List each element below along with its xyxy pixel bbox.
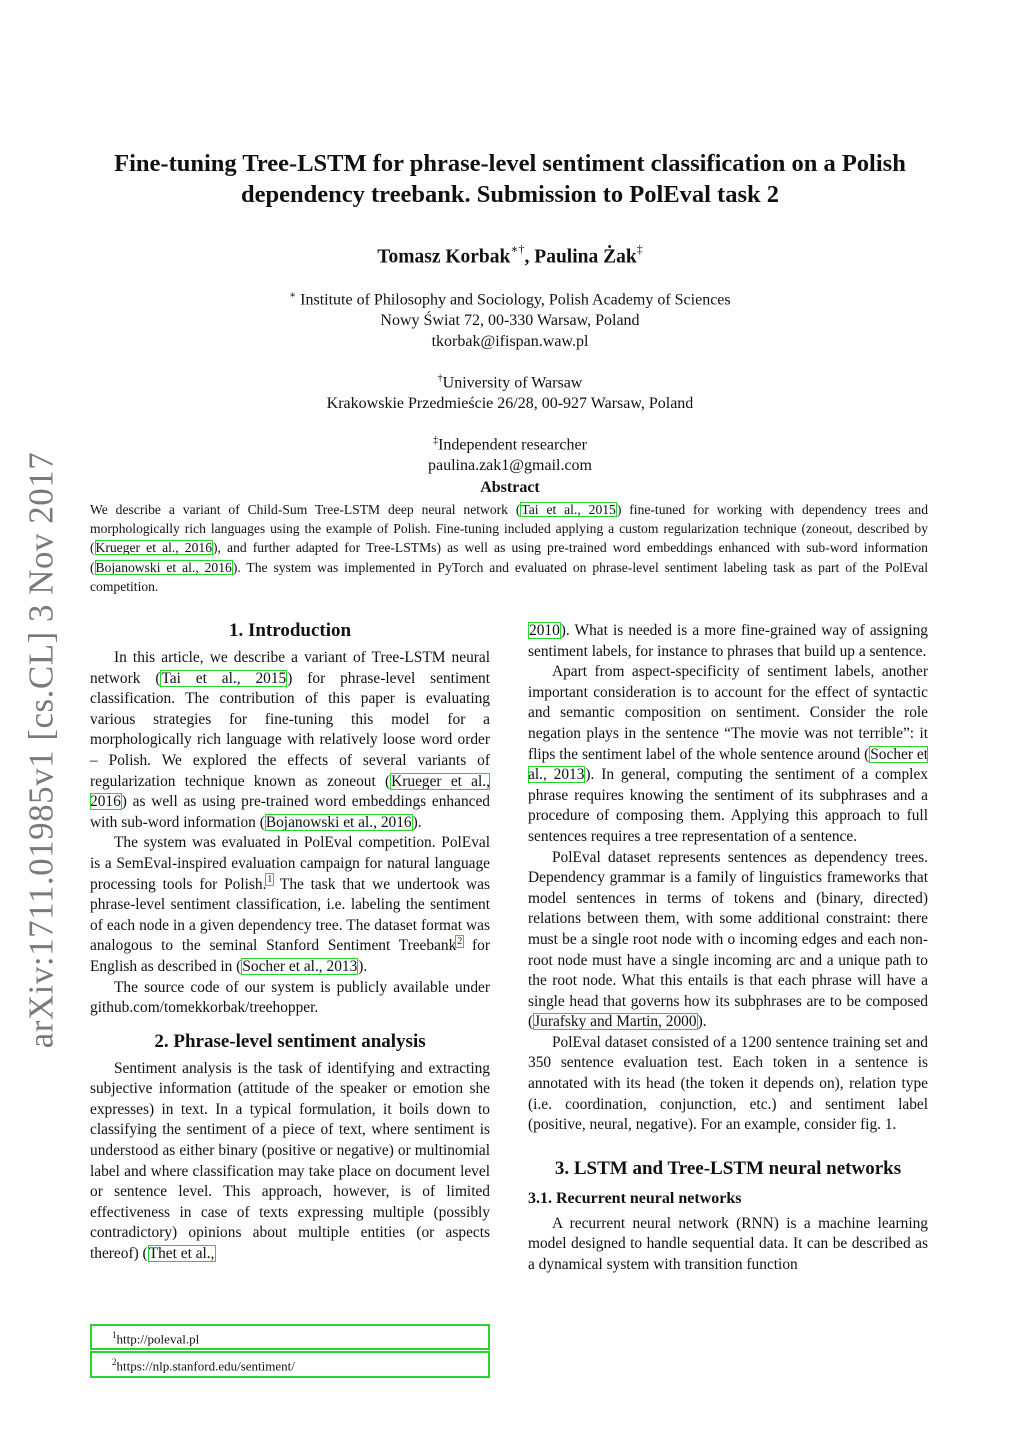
section-1-heading: 1. Introduction bbox=[228, 620, 352, 641]
text-run: The task that we undertook was phrase-level sentiment classification, i.e. labeling the sentiment of each node in a given dependency tree. The dataset format was analogous to the seminal Stanford Sentiment Treebank bbox=[90, 875, 490, 955]
section-2-paragraph-1 bbox=[90, 1059, 490, 1265]
section-2-paragraph-3 bbox=[528, 848, 928, 1033]
affiliation-1-mark: ∗ bbox=[289, 290, 297, 301]
author-2-marks: ‡ bbox=[636, 242, 643, 256]
text-run: In this article, we describe a variant of Tree-LSTM neural network ( bbox=[90, 649, 490, 687]
section-2-paragraph-2 bbox=[528, 662, 928, 847]
citation-link[interactable]: Bojanowski et al., 2016 bbox=[265, 813, 412, 831]
citation-link[interactable]: 2010 bbox=[529, 622, 560, 639]
text-run: ). In general, computing the sentiment of a complex phrase requires knowing the sentiment of its subphrases and a procedure of composing them. Applying this approach to full sentences requires a tree representation of a sentence. bbox=[528, 766, 928, 845]
affiliation-2 bbox=[90, 369, 930, 415]
citation-link[interactable]: Socher et al., 2013 bbox=[528, 745, 928, 784]
abstract-text-1: We describe a variant of Child-Sum Tree-LSTM deep neural network ( bbox=[90, 502, 521, 517]
affiliation-2-line-1 bbox=[90, 369, 930, 394]
text-run: ). bbox=[412, 813, 422, 831]
affiliation-3-mark: ‡ bbox=[433, 435, 439, 446]
subsection-3-1-heading: 3.1. Recurrent neural networks bbox=[528, 1189, 742, 1207]
arxiv-stamp-text: arXiv:1711.01985v1 [cs.CL] 3 Nov 2017 bbox=[21, 451, 60, 1049]
title-line-1: Fine-tuning Tree-LSTM for phrase-level sentiment classification on a Polish bbox=[114, 150, 906, 177]
citation-link[interactable]: Krueger et al., 2016 bbox=[95, 540, 212, 556]
affiliation-2-address: Krakowskie Przedmieście 26/28, 00-927 Warsaw, Poland bbox=[326, 395, 694, 413]
text-run: ). bbox=[697, 1013, 707, 1031]
citation-link[interactable]: Thet et al., bbox=[148, 1245, 215, 1263]
text-run: Apart from aspect-specificity of sentiment labels, another important consideration is to account for the effect of syntactic and semantic composition on sentiment. Consider the role negation plays in the sentence “The movie was not terrible”: it flips the sentiment label of the whole sentence around ( bbox=[528, 663, 928, 763]
footnotes bbox=[90, 1323, 490, 1379]
affiliation-1 bbox=[90, 286, 930, 352]
citation-link[interactable]: Jurafsky and Martin, 2000 bbox=[534, 1013, 697, 1031]
affiliation-3-name: Independent researcher bbox=[438, 436, 587, 454]
abstract-heading: Abstract bbox=[480, 479, 540, 496]
text-run: ). What is needed is a more fine-grained way of assigning sentiment labels, for instance to phrases that build up a sentence. bbox=[528, 622, 928, 660]
footnote-ref-1[interactable]: 1 bbox=[267, 874, 273, 886]
right-column bbox=[528, 621, 928, 1276]
author-1: Tomasz Korbak bbox=[377, 246, 511, 268]
text-run: ) for phrase-level sentiment classification. The contribution of this paper is evaluating various strategies for fine-tuning this model for a morphologically rich language with relatively loose word order – Polish. We explored the effects of several variants of regularization technique known as zoneout ( bbox=[90, 669, 490, 790]
abstract-text-4: ). The system was implemented in PyTorch and evaluated on phrase-level sentiment labeling task as part of the PolEval competition. bbox=[90, 559, 928, 594]
text-run: for English as described in ( bbox=[90, 937, 490, 975]
affiliation-3-email[interactable]: paulina.zak1@gmail.com bbox=[427, 457, 592, 475]
footnote-1[interactable] bbox=[90, 1324, 490, 1350]
affiliation-1-line-1 bbox=[90, 286, 930, 311]
text-run: ). bbox=[358, 957, 368, 975]
affiliation-2-name: University of Warsaw bbox=[442, 374, 583, 392]
title-line-2: dependency treebank. Submission to PolEval task 2 bbox=[241, 181, 779, 208]
affiliation-2-mark: † bbox=[437, 373, 443, 384]
affiliation-1-name: Institute of Philosophy and Sociology, Polish Academy of Sciences bbox=[296, 291, 731, 309]
citation-link[interactable]: Tai et al., 2015 bbox=[161, 669, 287, 687]
affiliation-3 bbox=[90, 431, 930, 477]
citation-link[interactable]: Tai et al., 2015 bbox=[521, 502, 616, 517]
left-column bbox=[90, 618, 490, 1265]
abstract-text-2: ) fine-tuned for working with dependency trees and morphologically rich languages using the example of Polish. Fine-tuning included applying a custom regularization technique (zoneout, described by ( bbox=[90, 502, 928, 556]
abstract-text-3: ), and further adapted for Tree-LSTMs) as well as using pre-trained word embeddings enhanced with sub-word information ( bbox=[90, 540, 928, 575]
footnote-ref-2[interactable]: 2 bbox=[457, 936, 463, 948]
footnote-1-mark: 1 bbox=[112, 1330, 117, 1340]
text-run: PolEval dataset represents sentences as dependency trees. Dependency grammar is a family of linguistics frameworks that model sentences in terms of tokens and (binary, directed) relations between them, with some additional constraint: there must be a single root node with o incoming edges and each non-root node must have a single incoming arc and a unique path to the root node. What this entails is that each phrase will have a single head that governs how its subphrases are to be composed ( bbox=[528, 848, 928, 1031]
section-2-paragraph-4: PolEval dataset consisted of a 1200 sentence training set and 350 sentence evaluation test. Each token in a sentence is annotated with its head (the token it depends on), relation type (i.e. coordination, conjunction, etc.) and sentiment label (positive, neural, negative). For an example, consider fig. 1. bbox=[528, 1033, 928, 1134]
affiliation-1-email[interactable]: tkorbak@ifispan.waw.pl bbox=[431, 332, 589, 350]
section-3-paragraph-1: A recurrent neural network (RNN) is a machine learning model designed to handle sequential data. It can be described as a dynamical system with transition function bbox=[528, 1214, 928, 1274]
citation-link[interactable]: Socher et al., 2013 bbox=[242, 957, 358, 975]
author-list bbox=[90, 238, 930, 271]
footnote-2[interactable] bbox=[90, 1351, 490, 1377]
affiliation-1-address: Nowy Świat 72, 00-330 Warsaw, Poland bbox=[380, 312, 640, 330]
footnote-2-mark: 2 bbox=[112, 1357, 117, 1368]
author-separator: , bbox=[524, 246, 535, 268]
paper-title bbox=[90, 148, 930, 210]
section-2-paragraph-1-continued bbox=[528, 621, 928, 662]
section-2-heading: 2. Phrase-level sentiment analysis bbox=[154, 1030, 426, 1052]
affiliation-3-line-1 bbox=[90, 431, 930, 456]
citation-link[interactable]: Bojanowski et al., 2016 bbox=[95, 559, 232, 575]
arxiv-stamp bbox=[2, 451, 80, 1049]
footnote-2-url[interactable]: https://nlp.stanford.edu/sentiment/ bbox=[116, 1358, 295, 1374]
text-run: ) as well as using pre-trained word embeddings enhanced with sub-word information ( bbox=[90, 793, 490, 831]
section-3-heading: 3. LSTM and Tree-LSTM neural networks bbox=[554, 1157, 902, 1179]
section-1-paragraph-2 bbox=[90, 833, 490, 977]
section-1-paragraph-3: The source code of our system is publicly available under github.com/tomekkorbak/treehopper. bbox=[90, 978, 490, 1017]
section-1-paragraph-1 bbox=[90, 648, 490, 833]
footnote-1-url[interactable]: http://poleval.pl bbox=[116, 1331, 200, 1347]
abstract-text bbox=[90, 500, 928, 596]
citation-link[interactable]: Krueger et al., 2016 bbox=[90, 772, 490, 811]
author-1-marks: ∗† bbox=[510, 242, 525, 256]
author-2: Paulina Żak bbox=[534, 246, 637, 268]
text-run: The system was evaluated in PolEval competition. PolEval is a SemEval-inspired evaluation campaign for natural language processing tools for Polish. bbox=[90, 834, 490, 893]
text-run: Sentiment analysis is the task of identifying and extracting subjective information (attitude of the speaker or emotion she expresses) in text. In a typical formulation, it boils down to classifying the sentiment of a piece of text, where sentiment is understood as either binary (positive or negative) or multinomial label and where classification may take place on document level or sentence level. This approach, however, is of limited effectiveness in case of texts expressing multiple (possibly contradictory) opinions about multiple entities (or aspects thereof) ( bbox=[90, 1059, 490, 1263]
